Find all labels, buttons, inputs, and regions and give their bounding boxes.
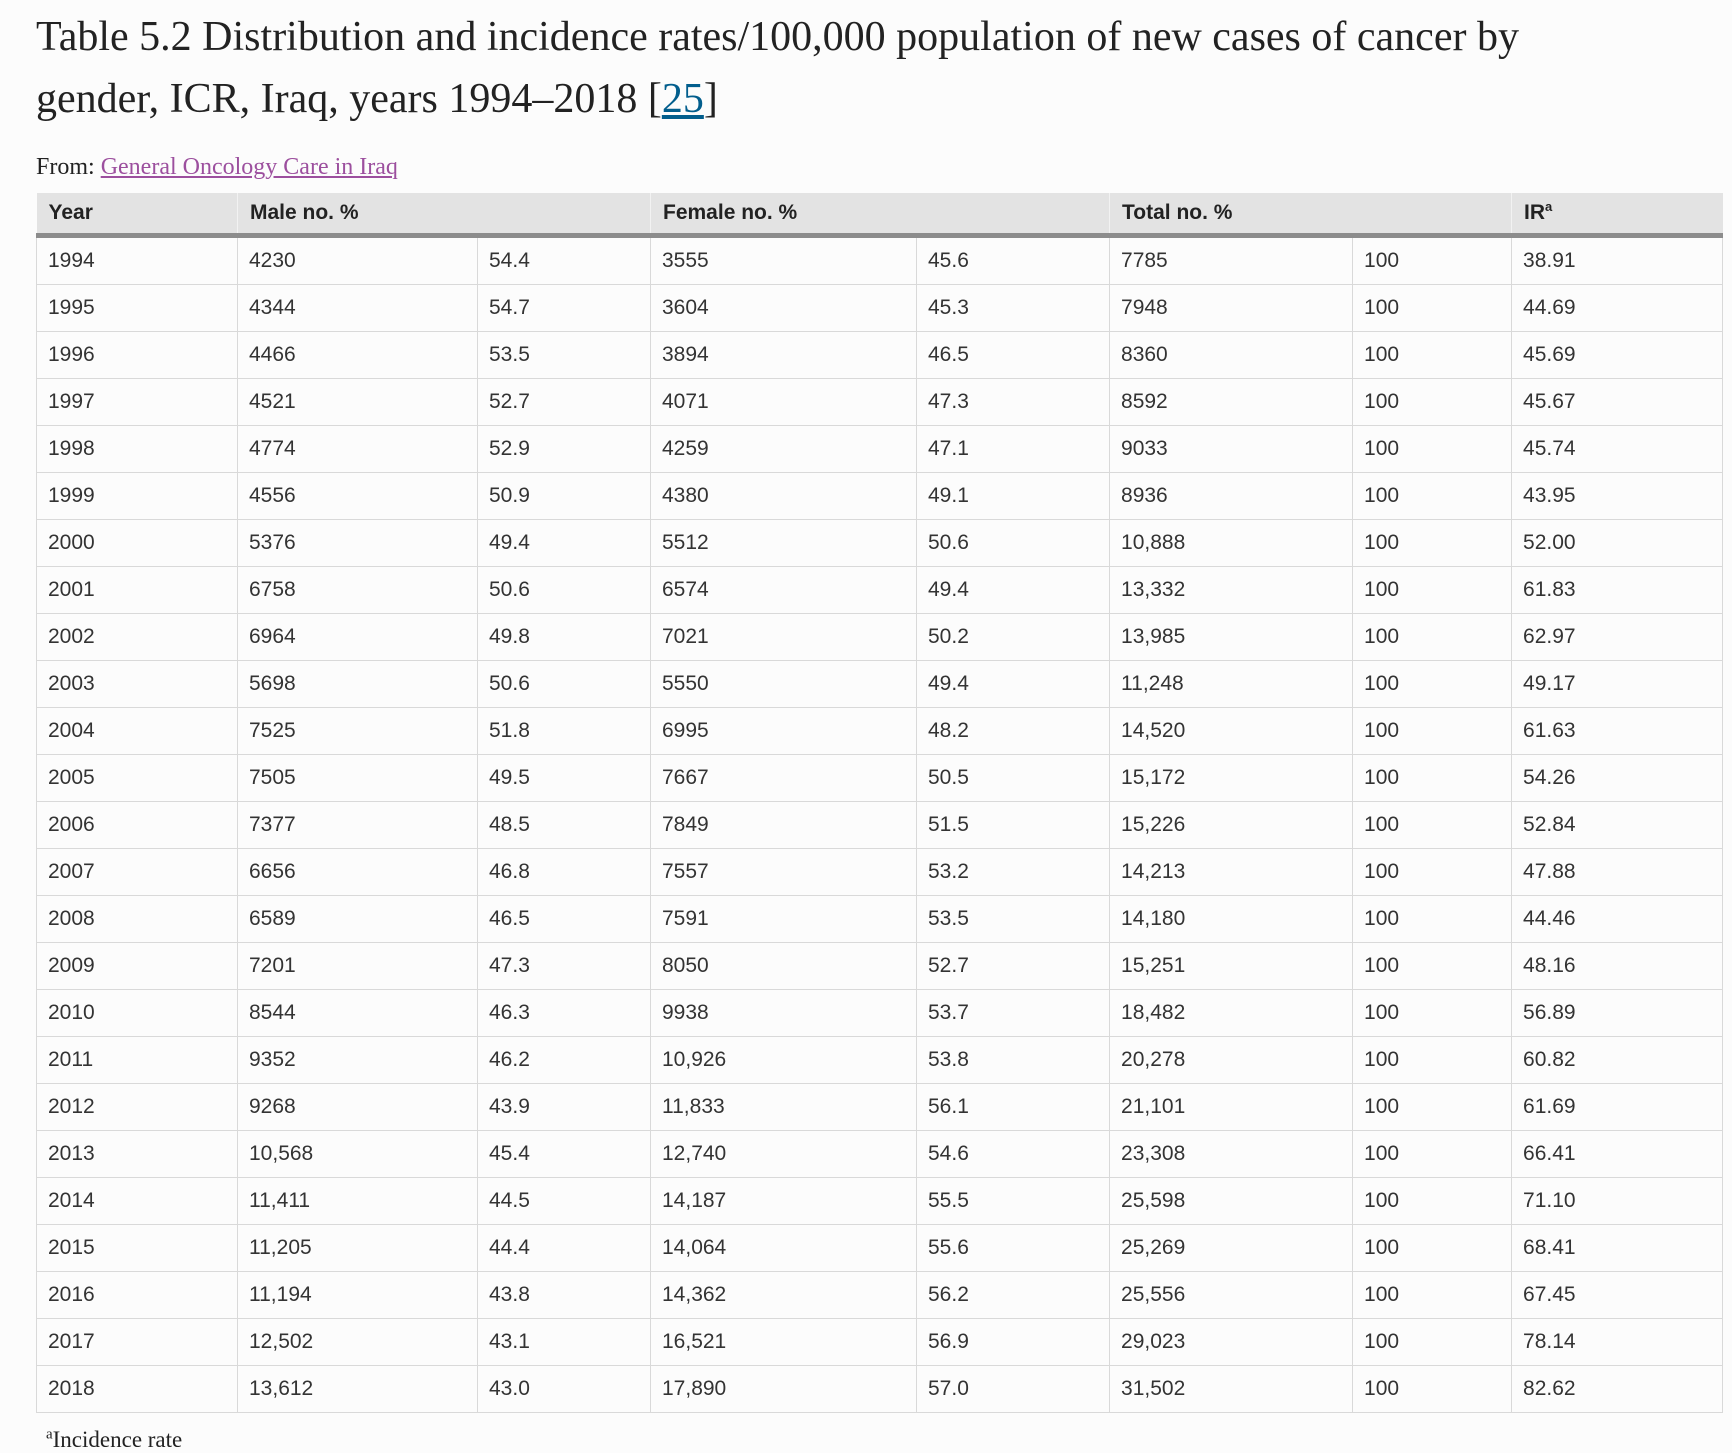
cell-incidence-rate: 44.69 [1512,285,1723,332]
cell-total-percent: 100 [1353,1225,1512,1272]
cell-year: 2013 [37,1131,238,1178]
cell-female-count: 17,890 [651,1366,917,1413]
cell-male-percent: 43.9 [478,1084,651,1131]
cell-male-percent: 46.3 [478,990,651,1037]
cell-total-count: 13,985 [1110,614,1353,661]
cell-female-percent: 49.4 [917,567,1110,614]
cell-male-percent: 54.4 [478,236,651,285]
cell-male-count: 11,205 [238,1225,478,1272]
ir-superscript: a [1545,199,1553,214]
table-row [37,849,1723,896]
cell-total-percent: 100 [1353,1084,1512,1131]
cell-male-count: 13,612 [238,1366,478,1413]
cell-total-count: 15,172 [1110,755,1353,802]
footnote-superscript: a [46,1426,53,1443]
cell-year: 2016 [37,1272,238,1319]
cell-male-percent: 51.8 [478,708,651,755]
cell-total-count: 7948 [1110,285,1353,332]
cell-total-percent: 100 [1353,755,1512,802]
cell-male-percent: 49.5 [478,755,651,802]
cell-total-count: 15,226 [1110,802,1353,849]
cell-male-count: 11,194 [238,1272,478,1319]
cell-female-count: 7667 [651,755,917,802]
cell-male-percent: 46.5 [478,896,651,943]
cell-total-count: 13,332 [1110,567,1353,614]
cell-male-percent: 43.8 [478,1272,651,1319]
cell-female-count: 10,926 [651,1037,917,1084]
cell-female-count: 6995 [651,708,917,755]
cell-female-percent: 53.8 [917,1037,1110,1084]
table-header [37,193,1723,236]
cell-female-percent: 50.6 [917,520,1110,567]
cell-female-percent: 50.2 [917,614,1110,661]
cell-male-count: 6758 [238,567,478,614]
cell-incidence-rate: 71.10 [1512,1178,1723,1225]
cell-incidence-rate: 54.26 [1512,755,1723,802]
cell-total-count: 23,308 [1110,1131,1353,1178]
cell-female-count: 8050 [651,943,917,990]
cell-female-count: 5512 [651,520,917,567]
cell-male-count: 7525 [238,708,478,755]
header-row [37,193,1723,236]
cell-total-count: 25,269 [1110,1225,1353,1272]
source-line [36,154,1722,181]
cell-incidence-rate: 61.83 [1512,567,1723,614]
table-row [37,990,1723,1037]
cell-incidence-rate: 47.88 [1512,849,1723,896]
cell-year: 2005 [37,755,238,802]
col-header-year [37,193,238,236]
cell-male-count: 4230 [238,236,478,285]
cell-total-count: 8592 [1110,379,1353,426]
cell-total-percent: 100 [1353,236,1512,285]
cell-female-count: 6574 [651,567,917,614]
table-row [37,614,1723,661]
cell-male-count: 6656 [238,849,478,896]
cell-female-count: 14,187 [651,1178,917,1225]
cell-male-count: 12,502 [238,1319,478,1366]
cell-incidence-rate: 82.62 [1512,1366,1723,1413]
cell-female-percent: 53.5 [917,896,1110,943]
cell-incidence-rate: 67.45 [1512,1272,1723,1319]
cell-female-count: 9938 [651,990,917,1037]
cell-total-percent: 100 [1353,943,1512,990]
table-row [37,708,1723,755]
page-title [36,6,1596,130]
cell-female-percent: 54.6 [917,1131,1110,1178]
cell-total-count: 14,213 [1110,849,1353,896]
col-header-total [1110,193,1512,236]
citation-ref-link[interactable]: 25 [661,76,704,122]
cell-male-count: 7377 [238,802,478,849]
cell-total-percent: 100 [1353,614,1512,661]
cell-total-count: 14,520 [1110,708,1353,755]
cell-total-count: 10,888 [1110,520,1353,567]
cell-incidence-rate: 43.95 [1512,473,1723,520]
table-row [37,426,1723,473]
table-row [37,1178,1723,1225]
cell-female-percent: 56.9 [917,1319,1110,1366]
cell-total-count: 20,278 [1110,1037,1353,1084]
footnote-text: Incidence rate [52,1427,183,1452]
cell-incidence-rate: 60.82 [1512,1037,1723,1084]
source-book-link[interactable]: General Oncology Care in Iraq [100,154,398,180]
cell-male-count: 4344 [238,285,478,332]
citation-bracket-open: [ [647,76,662,122]
cell-total-percent: 100 [1353,849,1512,896]
cell-total-percent: 100 [1353,426,1512,473]
col-header-year-label: Year [48,201,93,224]
cell-year: 2011 [37,1037,238,1084]
cell-total-percent: 100 [1353,708,1512,755]
cell-total-count: 25,556 [1110,1272,1353,1319]
cell-incidence-rate: 44.46 [1512,896,1723,943]
cell-male-count: 7505 [238,755,478,802]
table-row [37,473,1723,520]
cell-year: 1995 [37,285,238,332]
cell-male-percent: 49.4 [478,520,651,567]
table-row [37,896,1723,943]
cell-female-count: 7849 [651,802,917,849]
table-row [37,285,1723,332]
cell-female-percent: 49.1 [917,473,1110,520]
cell-female-count: 14,064 [651,1225,917,1272]
table-row [37,567,1723,614]
cell-male-percent: 45.4 [478,1131,651,1178]
cell-incidence-rate: 62.97 [1512,614,1723,661]
cell-incidence-rate: 68.41 [1512,1225,1723,1272]
cell-year: 2003 [37,661,238,708]
cell-female-count: 7591 [651,896,917,943]
cell-total-count: 21,101 [1110,1084,1353,1131]
cell-female-count: 3894 [651,332,917,379]
cell-incidence-rate: 38.91 [1512,236,1723,285]
cell-male-count: 4774 [238,426,478,473]
table-row [37,943,1723,990]
table-row [37,1366,1723,1413]
cell-year: 2014 [37,1178,238,1225]
cell-male-percent: 49.8 [478,614,651,661]
cell-total-percent: 100 [1353,1272,1512,1319]
cell-total-count: 29,023 [1110,1319,1353,1366]
cell-total-percent: 100 [1353,896,1512,943]
cell-total-percent: 100 [1353,567,1512,614]
cell-female-count: 14,362 [651,1272,917,1319]
cell-incidence-rate: 49.17 [1512,661,1723,708]
cell-female-percent: 50.5 [917,755,1110,802]
cell-female-count: 7021 [651,614,917,661]
cell-male-percent: 48.5 [478,802,651,849]
cell-male-percent: 47.3 [478,943,651,990]
cell-total-count: 25,598 [1110,1178,1353,1225]
cell-female-percent: 47.3 [917,379,1110,426]
cell-total-count: 15,251 [1110,943,1353,990]
cell-female-percent: 52.7 [917,943,1110,990]
cell-total-count: 31,502 [1110,1366,1353,1413]
table-row [37,1272,1723,1319]
cell-male-percent: 50.6 [478,567,651,614]
cell-year: 2002 [37,614,238,661]
cell-incidence-rate: 78.14 [1512,1319,1723,1366]
table-row [37,1319,1723,1366]
cell-male-percent: 53.5 [478,332,651,379]
cell-total-percent: 100 [1353,990,1512,1037]
cell-total-percent: 100 [1353,473,1512,520]
cell-incidence-rate: 61.69 [1512,1084,1723,1131]
cell-male-percent: 52.9 [478,426,651,473]
cell-incidence-rate: 45.74 [1512,426,1723,473]
cell-male-percent: 43.0 [478,1366,651,1413]
cell-year: 2006 [37,802,238,849]
cell-total-percent: 100 [1353,332,1512,379]
cell-incidence-rate: 48.16 [1512,943,1723,990]
cell-incidence-rate: 56.89 [1512,990,1723,1037]
cell-male-count: 6589 [238,896,478,943]
cell-total-percent: 100 [1353,661,1512,708]
cell-female-percent: 55.6 [917,1225,1110,1272]
cell-year: 1997 [37,379,238,426]
cell-incidence-rate: 61.63 [1512,708,1723,755]
table-row [37,1131,1723,1178]
cell-incidence-rate: 45.67 [1512,379,1723,426]
cell-male-count: 10,568 [238,1131,478,1178]
cell-total-count: 8360 [1110,332,1353,379]
cell-total-count: 9033 [1110,426,1353,473]
cell-year: 2000 [37,520,238,567]
table-body [37,236,1723,1413]
cell-female-percent: 49.4 [917,661,1110,708]
table-row [37,379,1723,426]
cell-year: 1999 [37,473,238,520]
cell-female-percent: 45.3 [917,285,1110,332]
table-title-text: Table 5.2 Distribution and incidence rates/100,000 population of new cases of cancer by gender, ICR, Iraq, years 1994–2018 [36,14,1519,122]
cell-total-percent: 100 [1353,1131,1512,1178]
cell-female-count: 7557 [651,849,917,896]
table-row [37,520,1723,567]
col-header-ir [1512,193,1723,236]
col-header-male [238,193,651,236]
cell-year: 1998 [37,426,238,473]
table-footnote [46,1427,1722,1453]
cell-female-count: 3604 [651,285,917,332]
cell-female-count: 4380 [651,473,917,520]
cell-incidence-rate: 52.84 [1512,802,1723,849]
table-row [37,755,1723,802]
cell-female-percent: 57.0 [917,1366,1110,1413]
table-row [37,1225,1723,1272]
cell-female-percent: 46.5 [917,332,1110,379]
cell-incidence-rate: 52.00 [1512,520,1723,567]
from-label: From: [36,154,101,180]
cell-year: 2010 [37,990,238,1037]
cell-male-count: 7201 [238,943,478,990]
cell-year: 2009 [37,943,238,990]
cell-year: 2018 [37,1366,238,1413]
cell-female-percent: 51.5 [917,802,1110,849]
cell-male-count: 9352 [238,1037,478,1084]
cell-male-percent: 46.2 [478,1037,651,1084]
cell-male-count: 4556 [238,473,478,520]
cell-male-count: 4521 [238,379,478,426]
cell-male-percent: 46.8 [478,849,651,896]
cell-total-percent: 100 [1353,1178,1512,1225]
cell-total-count: 8936 [1110,473,1353,520]
cell-male-count: 11,411 [238,1178,478,1225]
cell-female-percent: 53.7 [917,990,1110,1037]
cell-total-percent: 100 [1353,520,1512,567]
cell-male-count: 9268 [238,1084,478,1131]
cell-total-percent: 100 [1353,1319,1512,1366]
cell-female-count: 4071 [651,379,917,426]
cell-total-percent: 100 [1353,285,1512,332]
cell-year: 1994 [37,236,238,285]
col-header-ir-label: IR [1524,201,1546,224]
cell-male-percent: 43.1 [478,1319,651,1366]
cell-total-count: 11,248 [1110,661,1353,708]
cell-male-percent: 52.7 [478,379,651,426]
cell-female-count: 5550 [651,661,917,708]
cancer-incidence-table [36,193,1723,1413]
cell-total-percent: 100 [1353,379,1512,426]
cell-female-percent: 48.2 [917,708,1110,755]
cell-female-percent: 53.2 [917,849,1110,896]
table-row [37,236,1723,285]
cell-male-percent: 50.6 [478,661,651,708]
col-header-male-label: Male no. % [250,201,359,224]
cell-female-percent: 47.1 [917,426,1110,473]
cell-male-count: 6964 [238,614,478,661]
cell-female-percent: 56.1 [917,1084,1110,1131]
cell-male-count: 5698 [238,661,478,708]
citation-bracket-close: ] [703,76,718,122]
cell-total-percent: 100 [1353,802,1512,849]
cell-year: 2015 [37,1225,238,1272]
cell-year: 1996 [37,332,238,379]
cell-female-count: 11,833 [651,1084,917,1131]
table-row [37,1037,1723,1084]
col-header-female [651,193,1110,236]
cell-male-count: 5376 [238,520,478,567]
table-row [37,661,1723,708]
cell-incidence-rate: 66.41 [1512,1131,1723,1178]
cell-female-percent: 55.5 [917,1178,1110,1225]
table-row [37,1084,1723,1131]
cell-year: 2017 [37,1319,238,1366]
cell-year: 2008 [37,896,238,943]
cell-male-count: 4466 [238,332,478,379]
cell-male-percent: 50.9 [478,473,651,520]
cell-male-count: 8544 [238,990,478,1037]
cell-year: 2007 [37,849,238,896]
table-row [37,802,1723,849]
cell-female-count: 12,740 [651,1131,917,1178]
col-header-total-label: Total no. % [1122,201,1233,224]
table-row [37,332,1723,379]
cell-female-count: 4259 [651,426,917,473]
cell-female-count: 3555 [651,236,917,285]
cell-total-count: 14,180 [1110,896,1353,943]
cell-total-count: 7785 [1110,236,1353,285]
cell-year: 2012 [37,1084,238,1131]
cell-male-percent: 44.5 [478,1178,651,1225]
cell-total-percent: 100 [1353,1037,1512,1084]
cell-male-percent: 54.7 [478,285,651,332]
col-header-female-label: Female no. % [663,201,798,224]
cell-total-percent: 100 [1353,1366,1512,1413]
cell-year: 2001 [37,567,238,614]
cell-total-count: 18,482 [1110,990,1353,1037]
cell-female-percent: 56.2 [917,1272,1110,1319]
cell-male-percent: 44.4 [478,1225,651,1272]
cell-female-count: 16,521 [651,1319,917,1366]
cell-female-percent: 45.6 [917,236,1110,285]
cell-year: 2004 [37,708,238,755]
cell-incidence-rate: 45.69 [1512,332,1723,379]
